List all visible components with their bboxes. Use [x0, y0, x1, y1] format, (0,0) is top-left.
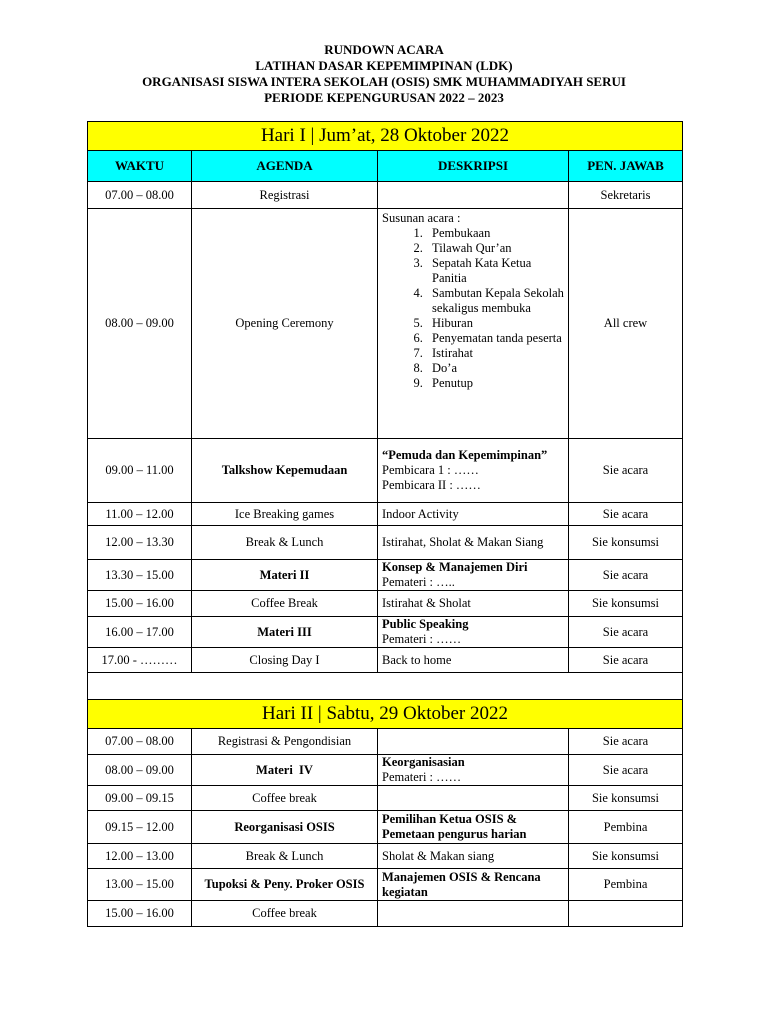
agenda-cell: Opening Ceremony — [192, 209, 378, 439]
list-item: 5. Hiburan — [426, 316, 564, 331]
time-cell: 11.00 – 12.00 — [88, 503, 192, 526]
time-cell: 08.00 – 09.00 — [88, 209, 192, 439]
description-line: Pembicara II : …… — [382, 478, 481, 492]
description-title: “Pemuda dan Kepemimpinan” — [382, 448, 548, 462]
spacer-row — [88, 673, 683, 700]
pic-cell: Sie acara — [569, 439, 683, 503]
agenda-cell: Break & Lunch — [192, 844, 378, 869]
list-item: 6. Penyematan tanda peserta — [426, 331, 564, 346]
agenda-cell: Tupoksi & Peny. Proker OSIS — [192, 869, 378, 901]
table-row — [88, 209, 683, 439]
description-intro: Susunan acara : — [382, 211, 461, 225]
time-cell: 13.30 – 15.00 — [88, 560, 192, 591]
agenda-cell: Break & Lunch — [192, 526, 378, 560]
description-cell: Sholat & Makan siang — [378, 844, 569, 869]
pic-cell: Pembina — [569, 869, 683, 901]
description-cell — [378, 182, 569, 209]
description-cell — [378, 209, 569, 439]
header-period: PERIODE KEPENGURUSAN 2022 – 2023 — [264, 90, 504, 105]
description-cell — [378, 755, 569, 786]
agenda-cell: Closing Day I — [192, 648, 378, 673]
description-cell — [378, 729, 569, 755]
description-cell: Back to home — [378, 648, 569, 673]
agenda-cell: Registrasi — [192, 182, 378, 209]
description-line: Pemateri : …… — [382, 770, 462, 784]
description-title: Public Speaking — [382, 617, 469, 631]
agenda-cell: Materi II — [192, 560, 378, 591]
day-2-title: Hari II | Sabtu, 29 Oktober 2022 — [88, 700, 683, 729]
program-list — [382, 226, 564, 391]
table-row — [88, 811, 683, 844]
time-cell: 12.00 – 13.30 — [88, 526, 192, 560]
col-header-agenda: AGENDA — [192, 151, 378, 182]
pic-cell: All crew — [569, 209, 683, 439]
description-cell: Istirahat & Sholat — [378, 591, 569, 617]
column-header-row — [88, 151, 683, 182]
list-item: 8. Do’a — [426, 361, 564, 376]
table-row — [88, 439, 683, 503]
list-item: 7. Istirahat — [426, 346, 564, 361]
time-cell: 13.00 – 15.00 — [88, 869, 192, 901]
table-row — [88, 182, 683, 209]
description-title: Konsep & Manajemen Diri — [382, 560, 528, 574]
description-cell: Manajemen OSIS & Rencana kegiatan — [378, 869, 569, 901]
time-cell: 08.00 – 09.00 — [88, 755, 192, 786]
list-item: 9. Penutup — [426, 376, 564, 391]
agenda-cell: Coffee break — [192, 786, 378, 811]
rundown-table — [87, 121, 683, 927]
description-cell: Indoor Activity — [378, 503, 569, 526]
table-row — [88, 560, 683, 591]
day-2-title-row — [88, 700, 683, 729]
day-1-title-row — [88, 122, 683, 151]
pic-cell: Sie acara — [569, 755, 683, 786]
table-row — [88, 869, 683, 901]
table-row — [88, 591, 683, 617]
pic-cell: Pembina — [569, 811, 683, 844]
list-item: 2. Tilawah Qur’an — [426, 241, 564, 256]
description-line: Pemateri : ….. — [382, 575, 455, 589]
table-row — [88, 526, 683, 560]
agenda-cell: Materi IV — [192, 755, 378, 786]
col-header-deskripsi: DESKRIPSI — [378, 151, 569, 182]
pic-cell: Sie acara — [569, 503, 683, 526]
description-cell — [378, 560, 569, 591]
time-cell: 15.00 – 16.00 — [88, 591, 192, 617]
list-item: 1. Pembukaan — [426, 226, 564, 241]
agenda-cell: Coffee break — [192, 901, 378, 927]
pic-cell: Sie konsumsi — [569, 526, 683, 560]
time-cell: 16.00 – 17.00 — [88, 617, 192, 648]
spacer-cell — [88, 673, 683, 700]
description-cell — [378, 617, 569, 648]
description-cell — [378, 786, 569, 811]
pic-cell: Sie konsumsi — [569, 844, 683, 869]
pic-cell: Sie konsumsi — [569, 786, 683, 811]
pic-cell: Sie acara — [569, 729, 683, 755]
list-item: 3. Sepatah Kata Ketua Panitia — [426, 256, 564, 286]
table-row — [88, 648, 683, 673]
agenda-cell: Ice Breaking games — [192, 503, 378, 526]
table-row — [88, 617, 683, 648]
pic-cell: Sie acara — [569, 560, 683, 591]
table-row — [88, 729, 683, 755]
day-1-title: Hari I | Jum’at, 28 Oktober 2022 — [88, 122, 683, 151]
header-title: RUNDOWN ACARA — [324, 42, 444, 57]
pic-cell — [569, 901, 683, 927]
time-cell: 12.00 – 13.00 — [88, 844, 192, 869]
description-cell — [378, 439, 569, 503]
description-cell: Pemilihan Ketua OSIS & Pemetaan pengurus harian — [378, 811, 569, 844]
description-cell: Istirahat, Sholat & Makan Siang — [378, 526, 569, 560]
col-header-waktu: WAKTU — [88, 151, 192, 182]
table-row — [88, 503, 683, 526]
agenda-cell: Reorganisasi OSIS — [192, 811, 378, 844]
table-row — [88, 786, 683, 811]
time-cell: 09.00 – 11.00 — [88, 439, 192, 503]
agenda-cell: Coffee Break — [192, 591, 378, 617]
header-subtitle: LATIHAN DASAR KEPEMIMPINAN (LDK) — [255, 58, 513, 73]
description-line: Pemateri : …… — [382, 632, 462, 646]
document-header — [0, 42, 768, 106]
pic-cell: Sie acara — [569, 648, 683, 673]
description-title: Keorganisasian — [382, 755, 465, 769]
agenda-cell: Talkshow Kepemudaan — [192, 439, 378, 503]
list-item: 4. Sambutan Kepala Sekolah sekaligus membuka — [426, 286, 564, 316]
time-cell: 17.00 - ……… — [88, 648, 192, 673]
pic-cell: Sie konsumsi — [569, 591, 683, 617]
time-cell: 07.00 – 08.00 — [88, 182, 192, 209]
table-row — [88, 844, 683, 869]
table-row — [88, 755, 683, 786]
agenda-cell: Materi III — [192, 617, 378, 648]
time-cell: 09.00 – 09.15 — [88, 786, 192, 811]
agenda-cell: Registrasi & Pengondisian — [192, 729, 378, 755]
col-header-pen-jawab: PEN. JAWAB — [569, 151, 683, 182]
time-cell: 07.00 – 08.00 — [88, 729, 192, 755]
time-cell: 09.15 – 12.00 — [88, 811, 192, 844]
table-row — [88, 901, 683, 927]
header-organization: ORGANISASI SISWA INTERA SEKOLAH (OSIS) SMK MUHAMMADIYAH SERUI — [142, 74, 626, 89]
pic-cell: Sekretaris — [569, 182, 683, 209]
description-line: Pembicara 1 : …… — [382, 463, 479, 477]
pic-cell: Sie acara — [569, 617, 683, 648]
description-cell — [378, 901, 569, 927]
time-cell: 15.00 – 16.00 — [88, 901, 192, 927]
